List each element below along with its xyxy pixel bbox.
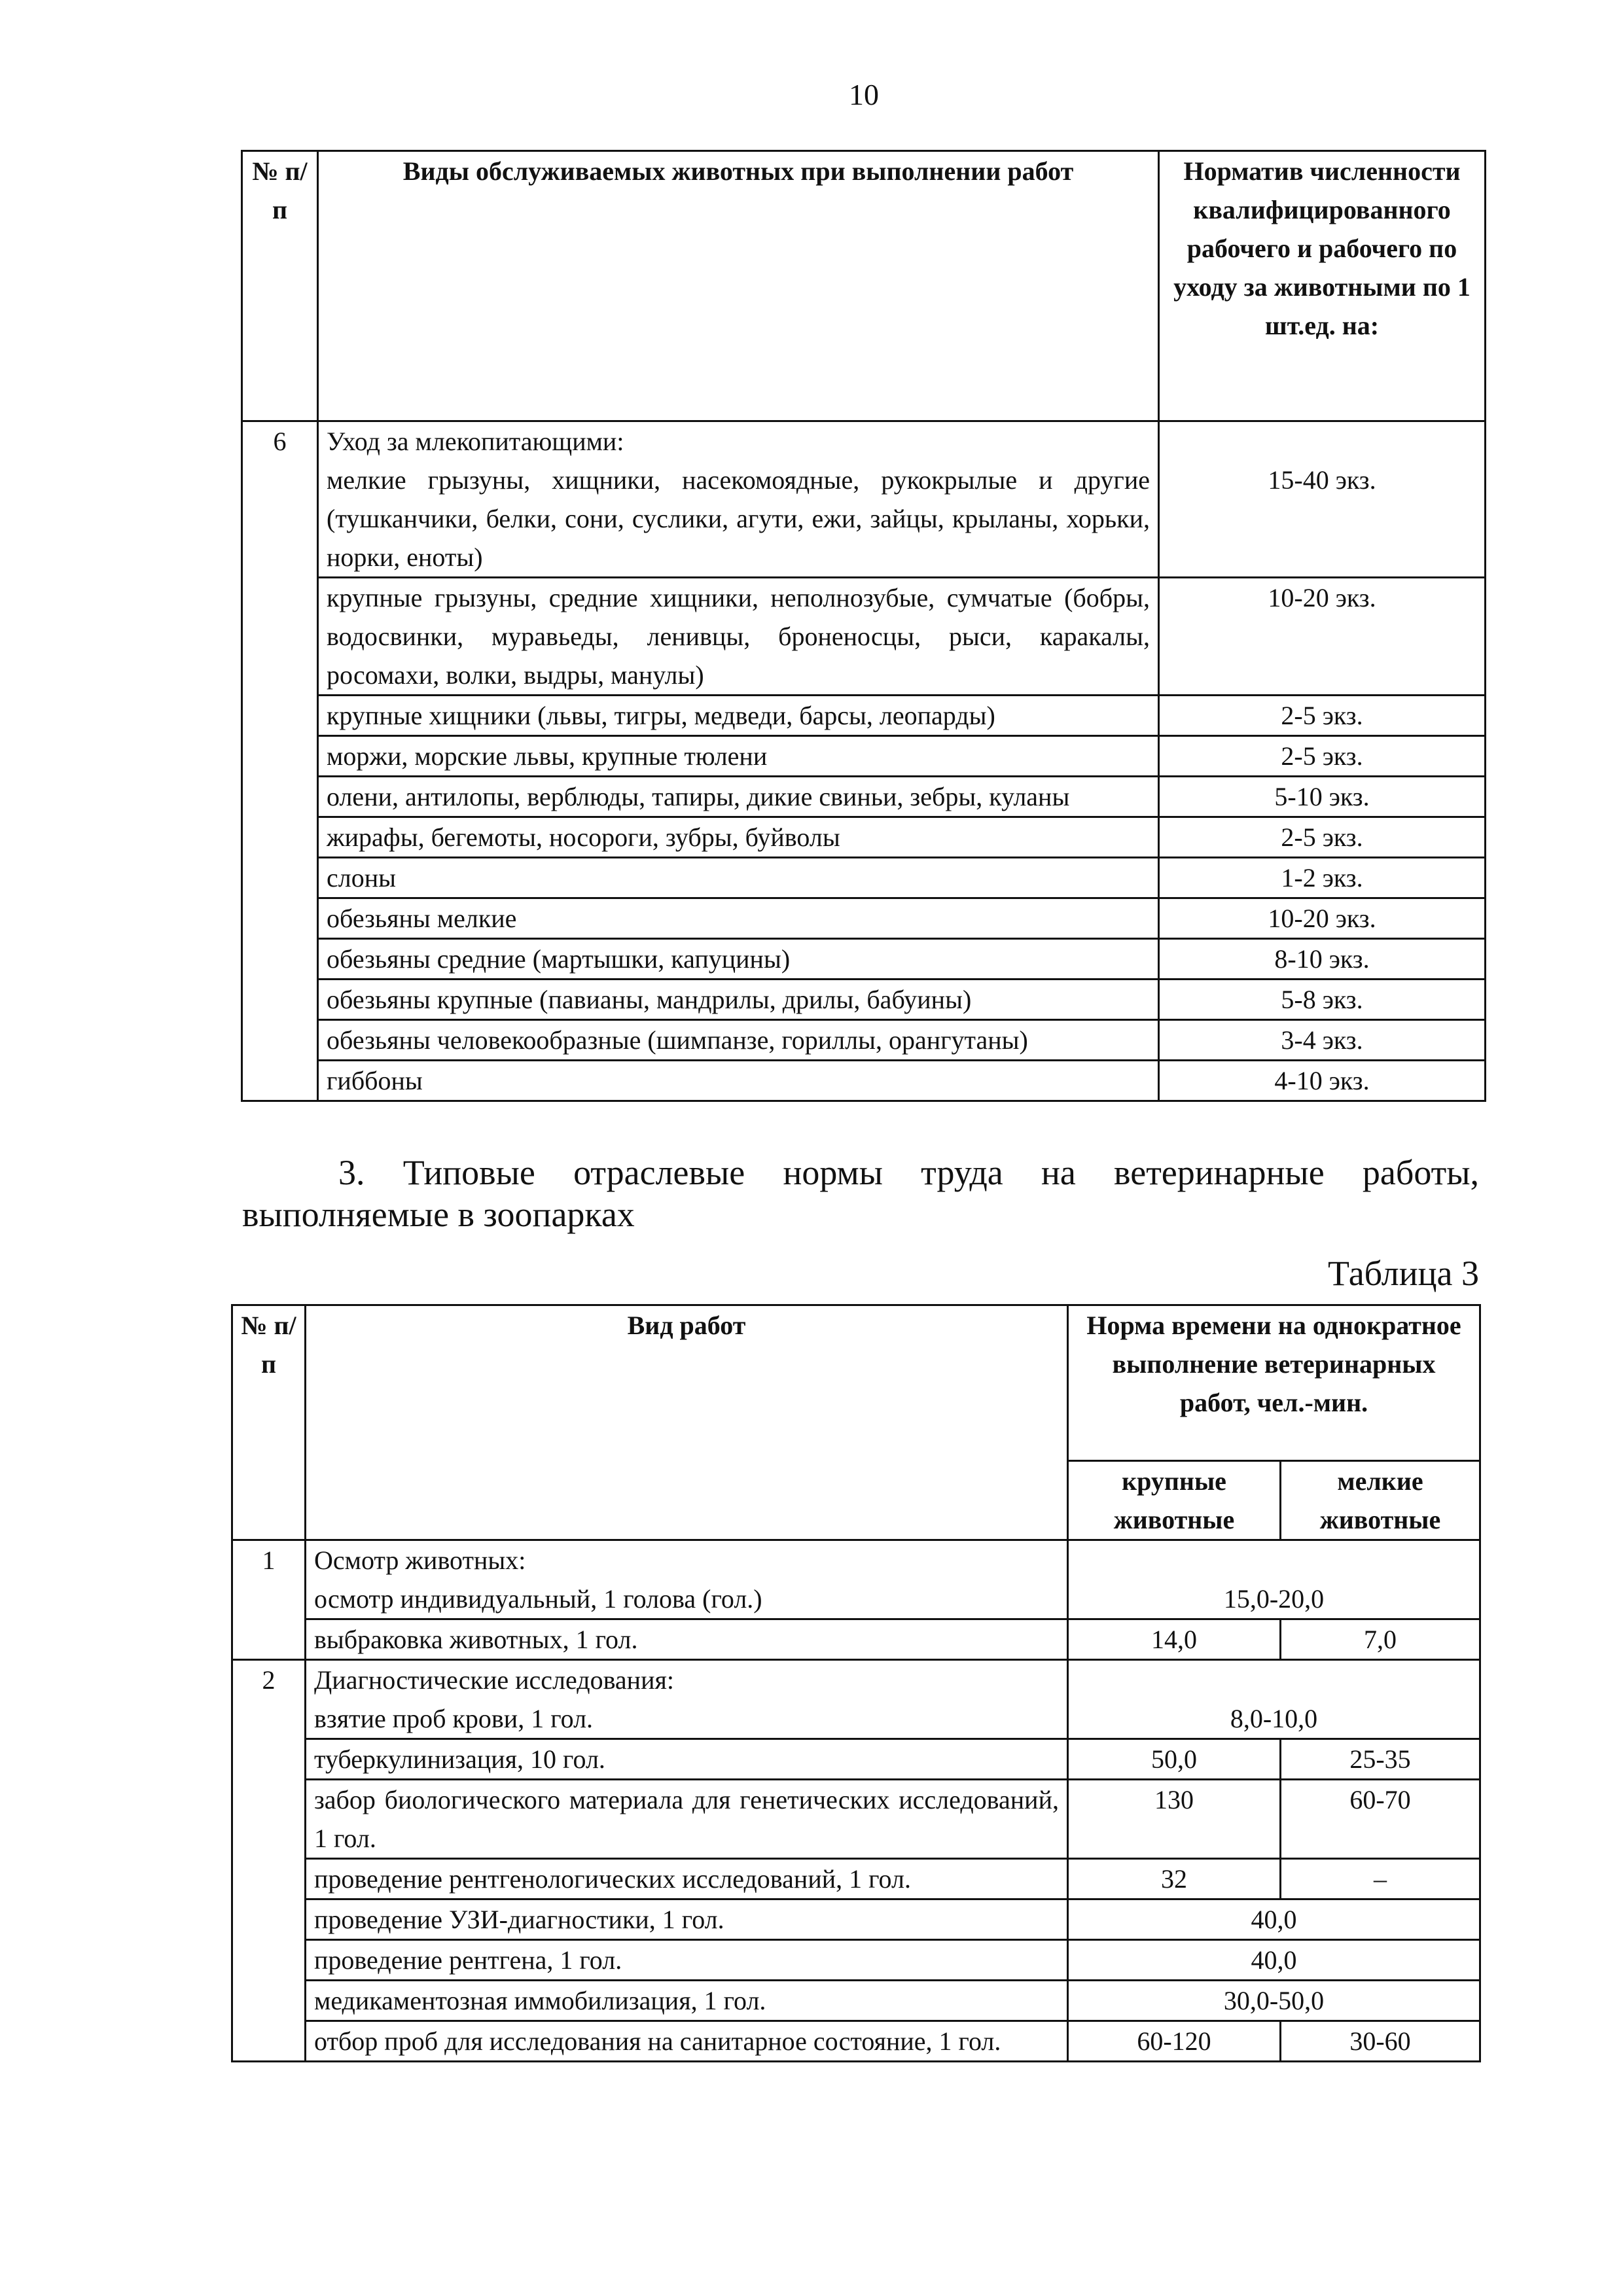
row-value-large: 32 — [1068, 1859, 1281, 1899]
row-text: гиббоны — [318, 1061, 1159, 1101]
section-heading-line2: выполняемые в зоопарках — [242, 1195, 635, 1234]
table-row — [242, 578, 1486, 696]
row-value: 10-20 экз. — [1159, 578, 1486, 696]
row-value — [1159, 421, 1486, 578]
row-text — [306, 1540, 1068, 1619]
table-row — [232, 1540, 1480, 1619]
header-animal-types: Виды обслуживаемых животных при выполнении работ — [318, 151, 1159, 421]
table-row — [232, 1899, 1480, 1940]
table-row — [232, 1660, 1480, 1739]
row-number: 1 — [232, 1540, 306, 1660]
value-text: 8,0-10,0 — [1230, 1704, 1318, 1733]
row-value: 4-10 экз. — [1159, 1061, 1486, 1101]
row-description: мелкие грызуны, хищники, насекомоядные, рукокрылые и другие (тушканчики, белки, сони, суслики, агути, ежи, зайцы, крыланы, хорьки, норки, еноты) — [327, 465, 1150, 572]
table-row — [242, 777, 1486, 817]
row-description: осмотр индивидуальный, 1 голова (гол.) — [314, 1584, 762, 1614]
row-value: 8-10 экз. — [1159, 939, 1486, 980]
table-row — [242, 696, 1486, 736]
row-value-small: 7,0 — [1281, 1619, 1480, 1660]
table-row — [232, 1780, 1480, 1859]
row-text: слоны — [318, 858, 1159, 898]
row-value-large: 130 — [1068, 1780, 1281, 1859]
staffing-norms-table — [241, 150, 1486, 1102]
row-value: 5-8 экз. — [1159, 980, 1486, 1020]
row-value: 3-4 экз. — [1159, 1020, 1486, 1061]
row-text: туберкулинизация, 10 гол. — [306, 1739, 1068, 1780]
header-time-norm: Норма времени на однократное выполнение ветеринарных работ, чел.-мин. — [1068, 1305, 1480, 1461]
row-text: забор биологического материала для генетических исследований, 1 гол. — [306, 1780, 1068, 1859]
table2-header-row — [232, 1305, 1480, 1461]
row-text — [306, 1660, 1068, 1739]
table-row — [242, 1020, 1486, 1061]
table-row — [242, 1061, 1486, 1101]
table-row — [232, 1859, 1480, 1899]
table-row — [242, 858, 1486, 898]
table-row — [242, 736, 1486, 777]
header-work-type: Вид работ — [306, 1305, 1068, 1540]
table-row — [232, 1619, 1480, 1660]
row-text: проведение УЗИ-диагностики, 1 гол. — [306, 1899, 1068, 1940]
header-num: № п/п — [242, 151, 318, 421]
row-value: 2-5 экз. — [1159, 696, 1486, 736]
table-row — [242, 980, 1486, 1020]
page-number: 10 — [849, 78, 879, 111]
row-text: крупные грызуны, средние хищники, неполнозубые, сумчатые (бобры, водосвинки, муравьеды, ленивцы, броненосцы, рыси, каракалы, росомахи, волки, выдры, манулы) — [318, 578, 1159, 696]
header-large-animals: крупные животные — [1068, 1461, 1281, 1540]
row-text: отбор проб для исследования на санитарное состояние, 1 гол. — [306, 2021, 1068, 2062]
row-text: обезьяны человекообразные (шимпанзе, гориллы, орангутаны) — [318, 1020, 1159, 1061]
row-text: жирафы, бегемоты, носороги, зубры, буйволы — [318, 817, 1159, 858]
row-text: медикаментозная иммобилизация, 1 гол. — [306, 1981, 1068, 2021]
row-value-merged: 40,0 — [1068, 1940, 1480, 1981]
section-heading — [242, 1152, 1479, 1235]
row-text: обезьяны мелкие — [318, 898, 1159, 939]
value-text: 15,0-20,0 — [1223, 1584, 1325, 1614]
row-value-merged — [1068, 1660, 1480, 1739]
group-title: Диагностические исследования: — [314, 1665, 674, 1695]
row-text: обезьяны средние (мартышки, капуцины) — [318, 939, 1159, 980]
header-staffing-norm: Норматив численности квалифицированного рабочего и рабочего по уходу за животными по 1 шт.ед. на: — [1159, 151, 1486, 421]
table-row — [232, 2021, 1480, 2062]
table-row — [242, 939, 1486, 980]
table-caption: Таблица 3 — [1328, 1254, 1479, 1293]
table-row — [232, 1940, 1480, 1981]
group-title: Осмотр животных: — [314, 1545, 526, 1575]
table1-header-row — [242, 151, 1486, 421]
row-value-merged: 40,0 — [1068, 1899, 1480, 1940]
row-value-large: 50,0 — [1068, 1739, 1281, 1780]
row-text: проведение рентгена, 1 гол. — [306, 1940, 1068, 1981]
row-value-merged — [1068, 1540, 1480, 1619]
row-value: 1-2 экз. — [1159, 858, 1486, 898]
row-text: обезьяны крупные (павианы, мандрилы, дрилы, бабуины) — [318, 980, 1159, 1020]
row-value: 2-5 экз. — [1159, 817, 1486, 858]
table-row — [242, 898, 1486, 939]
table-row — [242, 817, 1486, 858]
header-num: № п/п — [232, 1305, 306, 1540]
row-value-large: 14,0 — [1068, 1619, 1281, 1660]
row-description: взятие проб крови, 1 гол. — [314, 1704, 594, 1733]
header-small-animals: мелкие животные — [1281, 1461, 1480, 1540]
row-value: 2-5 экз. — [1159, 736, 1486, 777]
row-value-small: 30-60 — [1281, 2021, 1480, 2062]
row-value: 5-10 экз. — [1159, 777, 1486, 817]
table-row — [242, 421, 1486, 578]
section-heading-line1: 3. Типовые отраслевые нормы труда на ветеринарные работы, — [338, 1153, 1479, 1192]
row-text: крупные хищники (львы, тигры, медведи, барсы, леопарды) — [318, 696, 1159, 736]
row-text: моржи, морские львы, крупные тюлени — [318, 736, 1159, 777]
row-text — [318, 421, 1159, 578]
table-row — [232, 1981, 1480, 2021]
row-text: проведение рентгенологических исследований, 1 гол. — [306, 1859, 1068, 1899]
row-value: 10-20 экз. — [1159, 898, 1486, 939]
value-text: 15-40 экз. — [1268, 465, 1376, 495]
row-value-merged: 30,0-50,0 — [1068, 1981, 1480, 2021]
row-text: олени, антилопы, верблюды, тапиры, дикие свиньи, зебры, куланы — [318, 777, 1159, 817]
row-value-small: 60-70 — [1281, 1780, 1480, 1859]
row-value-large: 60-120 — [1068, 2021, 1281, 2062]
row-text: выбраковка животных, 1 гол. — [306, 1619, 1068, 1660]
row-value-small: – — [1281, 1859, 1480, 1899]
row-value-small: 25-35 — [1281, 1739, 1480, 1780]
row-number: 6 — [242, 421, 318, 1101]
table-row — [232, 1739, 1480, 1780]
section-title: Уход за млекопитающими: — [327, 427, 624, 456]
vet-time-norms-table — [231, 1304, 1481, 2062]
row-number: 2 — [232, 1660, 306, 2062]
